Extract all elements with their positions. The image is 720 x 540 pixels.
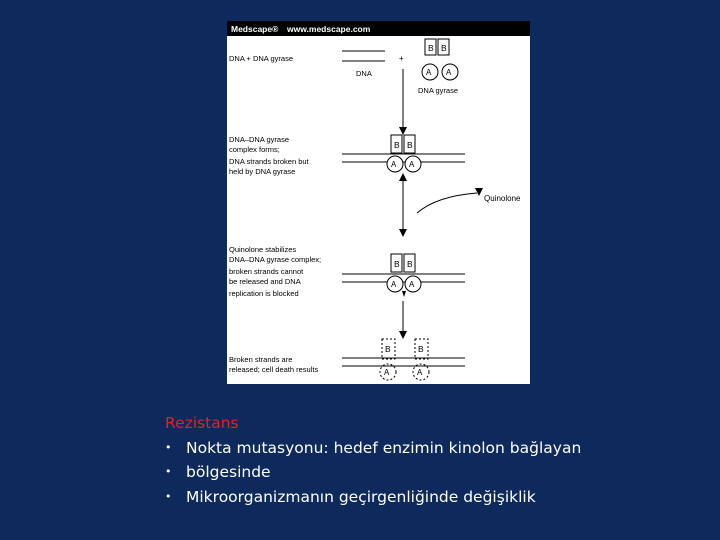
subunit-b-label: B [394,259,400,269]
label-stabilizes-line3: broken strands cannot [229,267,304,276]
subunit-b-label: B [407,140,413,150]
label-complex-line4: held by DNA gyrase [229,167,296,176]
subunit-a-label: A [426,68,432,77]
subunit-a-label: A [409,280,415,289]
medscape-url: www.medscape.com [287,24,371,34]
subunit-b-label: B [407,259,413,269]
plus-sign: + [399,54,404,63]
subunit-b-label: B [418,344,424,354]
caption-item-text: bölgesinde [186,463,271,481]
subunit-b-label: B [441,43,447,53]
label-stabilizes-line1: Quinolone stabilizes [229,245,297,254]
caption [165,412,705,509]
subunit-b-label: B [428,43,434,53]
label-quinolone: Quinolone [484,194,521,203]
subunit-a-label: A [446,68,452,77]
subunit-a-label: A [409,160,415,169]
medscape-brand: Medscape® [231,24,279,34]
label-cell-death-line2: released; cell death results [229,365,319,374]
label-dna: DNA [356,69,372,78]
subunit-b-label: B [394,140,400,150]
subunit-a-label: A [391,160,397,169]
label-complex-line2: complex forms; [229,145,280,154]
label-dna-gyrase: DNA gyrase [418,86,459,95]
subunit-b-label: B [385,344,391,354]
label-complex-line1: DNA–DNA gyrase [229,135,290,144]
quinolone-mechanism-figure [227,21,530,384]
caption-item [165,460,705,485]
label-stabilizes-line5: replication is blocked [229,289,299,298]
subunit-a-label: A [391,280,397,289]
caption-heading: Rezistans [165,414,239,432]
caption-item [165,485,705,510]
label-dna-plus-gyrase: DNA + DNA gyrase [229,54,293,63]
bullet: • [165,440,172,454]
caption-item [165,436,705,461]
label-stabilizes-line4: be released and DNA [229,277,301,286]
bullet: • [165,489,172,503]
label-complex-line3: DNA strands broken but [229,157,309,166]
subunit-a-label: A [417,368,423,377]
caption-item-text: Nokta mutasyonu: hedef enzimin kinolon bağlayan [186,438,582,457]
label-stabilizes-line2: DNA–DNA gyrase complex; [229,255,322,264]
caption-item-text: Mikroorganizmanın geçirgenliğinde değişiklik [186,487,536,506]
label-cell-death-line1: Broken strands are [229,355,293,364]
bullet: • [165,465,172,478]
subunit-a-label: A [384,368,390,377]
